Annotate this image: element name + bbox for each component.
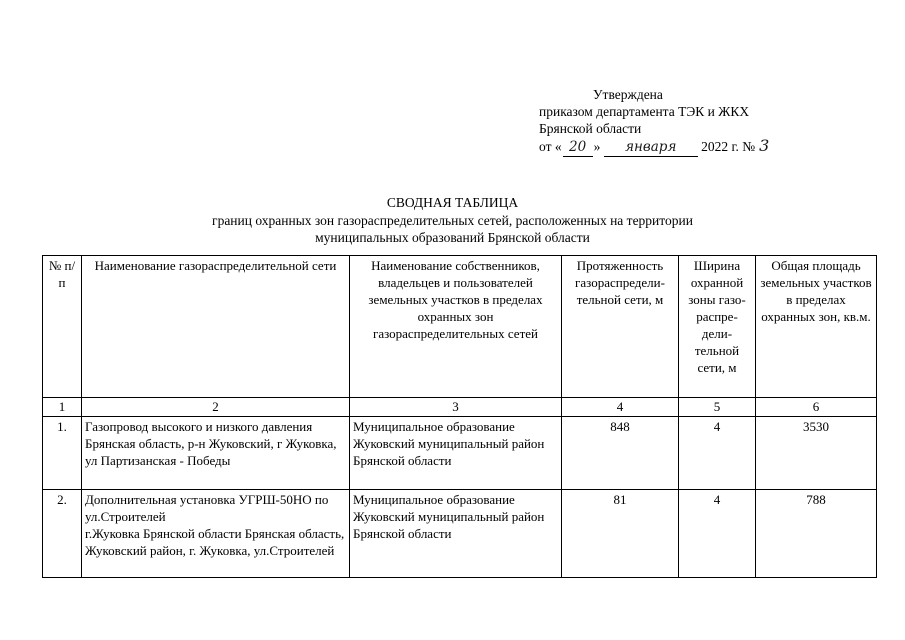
order-number-handwritten: 3: [759, 136, 770, 155]
network-name: Дополнительная установка УГРШ-50НО по ул.Строителей: [85, 492, 329, 524]
table-header-row: [43, 256, 877, 398]
header-owners: Наименование собственников, владельцев и пользователей земельных участков в пределах охранных зон газораспределительных сетей: [350, 256, 562, 398]
network-name-cell: [82, 490, 350, 578]
approval-block: [539, 86, 839, 157]
date-mid: »: [593, 139, 601, 154]
column-numbers-row: [43, 398, 877, 417]
column-number: 2: [82, 398, 350, 417]
zone-width-cell: 4: [679, 417, 756, 490]
header-zone-width: Ширина охранной зоны газо-распре-дели-тельной сети, м: [679, 256, 756, 398]
column-number: 1: [43, 398, 82, 417]
table-row: [43, 490, 877, 578]
network-name: Газопровод высокого и низкого давления: [85, 419, 313, 434]
column-number: 4: [562, 398, 679, 417]
owner-cell: Муниципальное образование Жуковский муниципальный район Брянской области: [350, 417, 562, 490]
document-title: СВОДНАЯ ТАБЛИЦА: [386, 195, 519, 210]
header-length: Протяженность газораспредели-тельной сети, м: [562, 256, 679, 398]
column-number: 3: [350, 398, 562, 417]
length-cell: 81: [562, 490, 679, 578]
header-total-area: Общая площадь земельных участков в пределах охранных зон, кв.м.: [756, 256, 877, 398]
date-month-handwritten: января: [604, 139, 698, 157]
table-row: [43, 417, 877, 490]
row-number: 2.: [43, 490, 82, 578]
zone-width-cell: 4: [679, 490, 756, 578]
length-cell: 848: [562, 417, 679, 490]
network-address: г.Жуковка Брянской области Брянская область, Жуковский район, г. Жуковка, ул.Строителей: [85, 526, 345, 558]
area-cell: 788: [756, 490, 877, 578]
row-number: 1.: [43, 417, 82, 490]
document-subtitle-line2: муниципальных образований Брянской области: [315, 230, 590, 245]
approval-line-region: Брянской области: [539, 121, 642, 136]
header-network-name: Наименование газораспределительной сети: [82, 256, 350, 398]
column-number: 5: [679, 398, 756, 417]
approval-line-order: приказом департамента ТЭК и ЖКХ: [539, 104, 750, 119]
column-number: 6: [756, 398, 877, 417]
owner-cell: Муниципальное образование Жуковский муниципальный район Брянской области: [350, 490, 562, 578]
approval-date-line: [539, 137, 839, 157]
area-cell: 3530: [756, 417, 877, 490]
number-label: №: [742, 139, 756, 154]
document-subtitle-line1: границ охранных зон газораспределительных сетей, расположенных на территории: [212, 213, 693, 228]
date-prefix: от «: [539, 139, 562, 154]
network-name-cell: [82, 417, 350, 490]
network-address: Брянская область, р-н Жуковский, г Жуковка, ул Партизанская - Победы: [85, 436, 337, 468]
summary-table: [42, 255, 877, 578]
date-year: 2022 г.: [701, 139, 739, 154]
approval-title: Утверждена: [593, 87, 663, 102]
date-day-handwritten: 20: [563, 139, 593, 157]
header-number: № п/п: [43, 256, 82, 398]
